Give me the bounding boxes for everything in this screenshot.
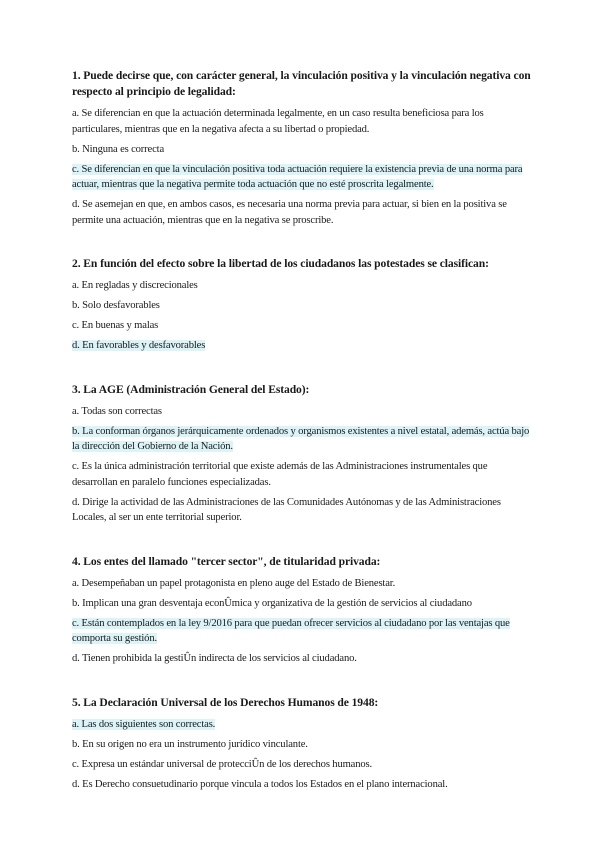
option-d: d. En favorables y desfavorables xyxy=(72,340,206,351)
question-title: 1. Puede decirse que, con carácter general, la vinculación positiva y la vinculación negativa con respecto al principio de legalidad: xyxy=(72,69,531,98)
option-a: a. En regladas y discrecionales xyxy=(72,280,198,291)
option-b: b. Ninguna es correcta xyxy=(72,143,165,155)
question-title: 2. En función del efecto sobre la libertad de los ciudadanos las potestades se clasifican: xyxy=(72,257,489,270)
quiz-content xyxy=(72,68,532,812)
question-3 xyxy=(72,382,532,526)
option-a: a. Desempeñaban un papel protagonista en pleno auge del Estado de Bienestar. xyxy=(72,577,396,589)
question-2 xyxy=(72,256,532,354)
option-c: c. Es la única administración territorial que existe además de las Administraciones instrumentales que desarrollan en paralelo funciones especializadas. xyxy=(72,461,488,488)
question-title: 3. La AGE (Administración General del Estado): xyxy=(72,382,310,396)
question-4 xyxy=(72,554,532,667)
option-a: a. Se diferencian en que la actuación determinada legalmente, en un caso resulta beneficiosa para los particulares, mientras que en la negativa afecta a su libertad o propiedad. xyxy=(72,108,484,135)
option-d: d. Es Derecho consuetudinario porque vincula a todos los Estados en el plano internacional. xyxy=(72,778,448,790)
option-d: d. Tienen prohibida la gestiÛn indirecta de los servicios al ciudadano. xyxy=(72,653,357,664)
question-1 xyxy=(72,68,532,228)
option-c: c. Se diferencian en que la vinculación positiva toda actuación requiere la existencia previa de una norma para actuar, mientras que la negativa permite toda actuación que no esté proscrita legalmente. xyxy=(72,163,523,190)
option-b: b. Solo desfavorables xyxy=(72,300,160,311)
option-b: b. La conforman órganos jerárquicamente ordenados y organismos existentes a nivel estatal, además, actúa bajo la dirección del Gobierno de la Nación. xyxy=(72,425,530,452)
option-c: c. Están contemplados en la ley 9/2016 para que puedan ofrecer servicios al ciudadano por las ventajas que comporta su gestión. xyxy=(72,617,510,644)
option-d: d. Dirige la actividad de las Administraciones de las Comunidades Autónomas y de las Administraciones Locales, al ser un ente territorial superior. xyxy=(72,496,501,523)
option-d: d. Se asemejan en que, en ambos casos, es necesaria una norma previa para actuar, si bien en la positiva se permite una actuación, mientras que en la negativa se proscribe. xyxy=(72,199,507,226)
question-5 xyxy=(72,695,532,793)
option-b: b. Implican una gran desventaja econÛmica y organizativa de la gestión de servicios al ciudadano xyxy=(72,597,472,609)
option-a: a. Todas son correctas xyxy=(72,405,162,417)
option-c: c. Expresa un estándar universal de protecciÛn de los derechos humanos. xyxy=(72,758,372,770)
option-a: a. Las dos siguientes son correctas. xyxy=(72,718,216,730)
question-title: 5. La Declaración Universal de los Derechos Humanos de 1948: xyxy=(72,695,379,709)
option-c: c. En buenas y malas xyxy=(72,320,159,331)
option-b: b. En su origen no era un instrumento jurídico vinculante. xyxy=(72,738,308,750)
question-title: 4. Los entes del llamado "tercer sector", de titularidad privada: xyxy=(72,554,381,568)
